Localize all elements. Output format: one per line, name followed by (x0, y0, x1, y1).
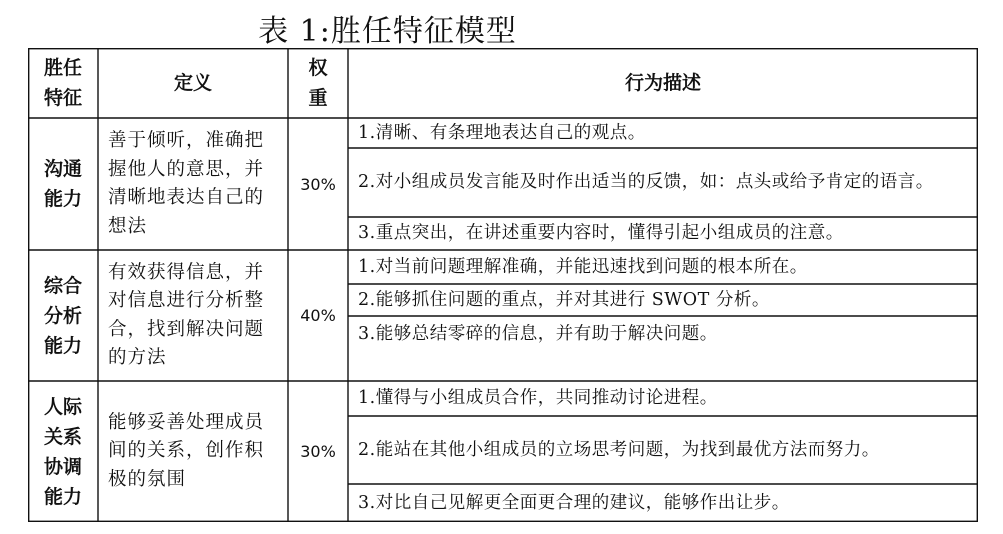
header-behavior: 行为描述 (624, 72, 701, 94)
row-3-behavior-2: 2.能站在其他小组成员的立场思考问题，为找到最优方法而努力。 (358, 439, 880, 460)
row-2-behavior-1: 1.对当前问题理解准确，并能迅速找到问题的根本所在。 (358, 256, 808, 277)
row-1-behavior-1: 1.清晰、有条理地表达自己的观点。 (358, 122, 646, 143)
header-competency: 胜任特征 (43, 57, 82, 109)
header-definition: 定义 (173, 72, 212, 94)
row-1-competency-name: 沟通能力 (43, 158, 82, 210)
competency-table (28, 48, 978, 522)
row-2-weight: 40% (300, 306, 336, 325)
row-1-weight: 30% (300, 174, 336, 194)
row-1-definition: 善于倾听，准确把握他人的意思，并清晰地表达自己的想法 (108, 130, 265, 237)
row-3-definition: 能够妥善处理成员间的关系，创作积极的氛围 (108, 411, 265, 490)
row-3-behavior-1: 1.懂得与小组成员合作，共同推动讨论进程。 (358, 388, 718, 408)
row-3-behavior-3: 3.对比自己见解更全面更合理的建议，能够作出让步。 (358, 492, 790, 513)
row-2-behavior-2: 2.能够抓住问题的重点，并对其进行 SWOT 分析。 (358, 289, 770, 310)
row-1-behavior-3: 3.重点突出，在讲述重要内容时，懂得引起小组成员的注意。 (358, 223, 844, 243)
row-3-competency-name: 人际关系协调能力 (43, 395, 82, 508)
row-2-behavior-3: 3.能够总结零碎的信息，并有助于解决问题。 (358, 323, 718, 344)
table-title: 表 1:胜任特征模型 (258, 14, 517, 49)
header-weight: 权重 (308, 57, 328, 109)
row-2-definition: 有效获得信息，并对信息进行分析整合，找到解决问题的方法 (108, 261, 265, 368)
row-2-competency-name: 综合分析能力 (43, 274, 82, 357)
row-3-weight: 30% (300, 442, 336, 461)
row-1-behavior-2: 2.对小组成员发言能及时作出适当的反馈，如：点头或给予肯定的语言。 (358, 172, 934, 192)
